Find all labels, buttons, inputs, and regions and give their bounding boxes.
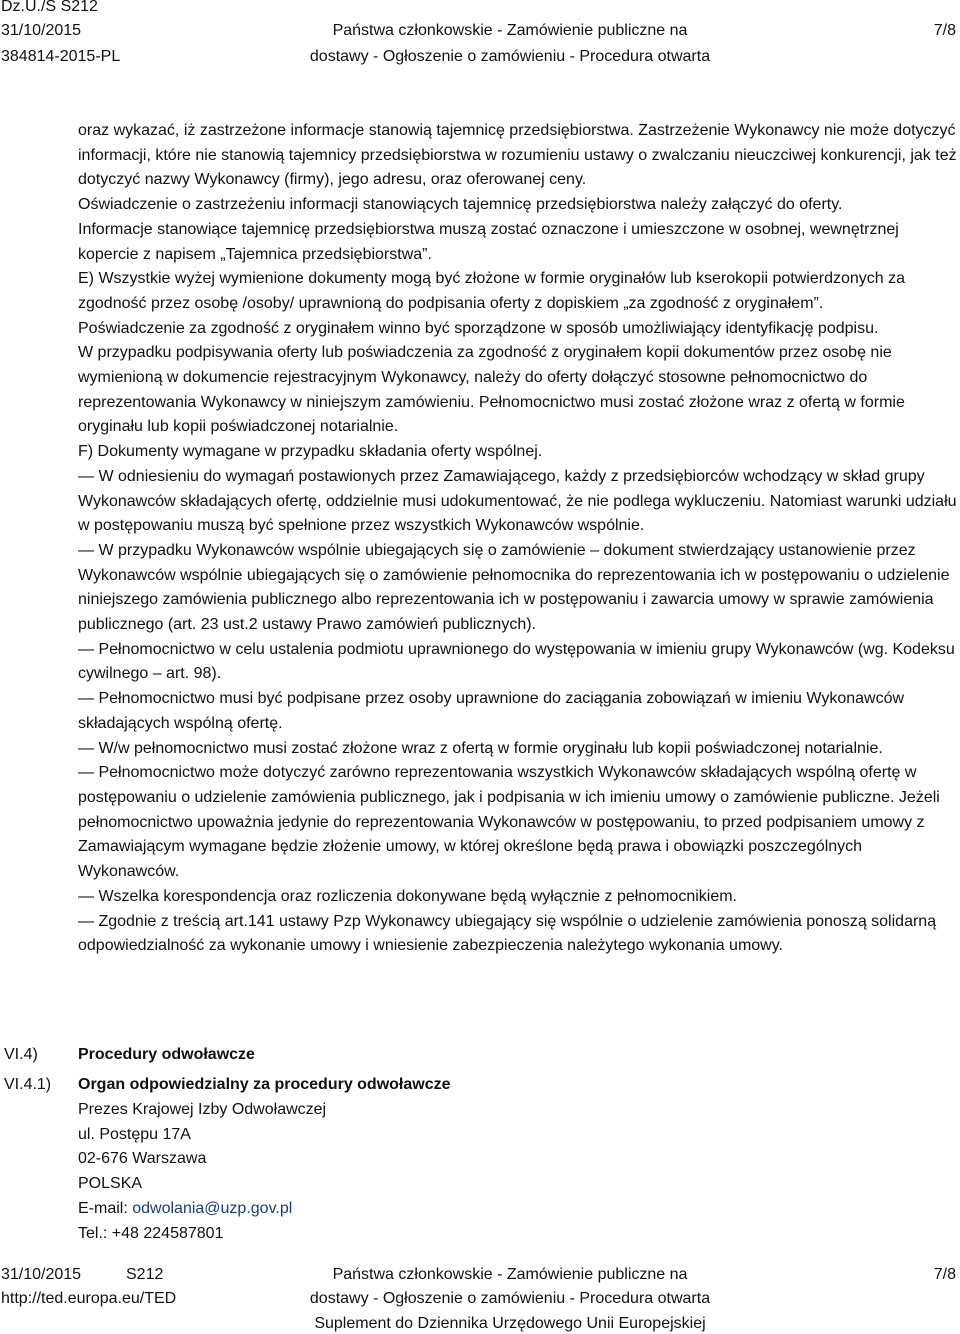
page-header <box>0 0 960 70</box>
paragraph: — Pełnomocnictwo w celu ustalenia podmiotu uprawnionego do występowania w imieniu grupy Wykonawców (wg. Kodeksu cywilnego – art. 98). <box>78 640 955 683</box>
paragraph: Oświadczenie o zastrzeżeniu informacji stanowiących tajemnicę przedsiębiorstwa należy załączyć do oferty. <box>78 196 843 214</box>
paragraph: — Pełnomocnictwo może dotyczyć zarówno reprezentowania wszystkich Wykonawców składających wspólną ofertę w postępowaniu o udzielenie zamówienia publicznego, jak i podpisania w ich imieniu umowy o zamówienie publiczne. Jeżeli pełnomocnictwo upoważnia jedynie do reprezentowania Wykonawców w postępowaniu, to przed podpisaniem umowy z Zamawiającym wymagane będzie złożenie umowy, w której określone będą prawa i obowiązki poszczególnych Wykonawców. <box>78 764 940 881</box>
paragraph: — Pełnomocnictwo musi być podpisane przez osoby uprawnione do zaciągania zobowiązań w imieniu Wykonawców składających wspólną ofertę. <box>78 690 905 732</box>
notice-id: 384814-2015-PL <box>1 48 121 65</box>
phone-label: Tel.: <box>78 1224 108 1242</box>
paragraph: E) Wszystkie wyżej wymienione dokumenty mogą być złożone w formie oryginałów lub kserokopii potwierdzonych za zgodność przez osobę /osoby/ uprawnioną do podpisania oferty z dopiskiem „za zgodność z oryginałem”. <box>78 270 906 312</box>
email-label: E-mail: <box>78 1199 128 1217</box>
paragraph: oraz wykazać, iż zastrzeżone informacje stanowią tajemnicę przedsiębiorstwa. Zastrzeżenie Wykonawcy nie może dotyczyć informacji, które nie stanowią tajemnicy przedsiębiorstwa w rozumieniu ustawy o zwalczaniu nieuczciwej konkurencji, jak też dotyczyć nazwy Wykonawcy (firmy), jego adresu, oraz oferowanej ceny. <box>78 122 957 189</box>
section-title-vi4: Procedury odwoławcze <box>78 1046 255 1063</box>
paragraph: — W odniesieniu do wymagań postawionych przez Zamawiającego, każdy z przedsiębiorców wchodzący w skład grupy Wykonawców składających ofertę, oddzielnie musi udokumentować, że nie podlega wykluczeniu. Natomiast warunki udziału w postępowaniu muszą być spełnione przez wszystkich Wykonawców wspólnie. <box>78 467 957 535</box>
header-title-line1: Państwa członkowskie - Zamówienie publiczne na <box>332 22 688 39</box>
email-line <box>78 1197 326 1222</box>
paragraph: — Zgodnie z treścią art.141 ustawy Pzp Wykonawcy ubiegający się wspólnie o udzielenie zamówienia ponoszą solidarną odpowiedzialność za wykonanie umowy i wniesienie zabezpieczenia należytego wykonania umowy. <box>78 912 937 955</box>
footer-series: S212 <box>126 1266 164 1283</box>
street-address: ul. Postępu 17A <box>78 1125 191 1143</box>
section-title-vi41: Organ odpowiedzialny za procedury odwoławcze <box>78 1076 451 1093</box>
header-date: 31/10/2015 <box>1 22 82 39</box>
page-footer <box>0 1264 960 1334</box>
paragraph: — W przypadku Wykonawców wspólnie ubiegających się o zamówienie – dokument stwierdzający ustanowienie przez Wykonawców wspólnie ubiegających się o zamówienie pełnomocnika do reprezentowania ich w postępowaniu o udzielenie niniejszego zamówienia publicznego albo reprezentowania ich w postępowaniu i zawarcia umowy w sprawie zamówienia publicznego (art. 23 ust.2 ustawy Prawo zamówień publicznych). <box>78 541 950 634</box>
paragraph: W przypadku podpisywania oferty lub poświadczenia za zgodność z oryginałem kopii dokumentów przez osobę nie wymienioną w dokumencie rejestracyjnym Wykonawcy, należy do oferty dołączyć stosowne pełnomocnictwo do reprezentowania Wykonawcy w niniejszym zamówieniu. Pełnomocnictwo musi zostać złożone wraz z ofertą w formie oryginału lub kopii poświadczonej notarialnie. <box>78 344 905 436</box>
body-text <box>78 119 960 959</box>
paragraph: — W/w pełnomocnictwo musi zostać złożone wraz z ofertą w formie oryginału lub kopii poświadczonej notarialnie. <box>78 739 883 757</box>
footer-title-line3: Suplement do Dziennika Urzędowego Unii Europejskiej <box>314 1315 706 1332</box>
country: POLSKA <box>78 1175 143 1193</box>
review-body-address <box>78 1098 326 1246</box>
section-number-vi4: VI.4) <box>4 1046 38 1063</box>
paragraph: Informacje stanowiące tajemnicę przedsiębiorstwa muszą zostać oznaczone i umieszczone w osobnej, wewnętrznej kopercie z napisem „Tajemnica przedsiębiorstwa”. <box>78 220 899 263</box>
section-number-vi41: VI.4.1) <box>4 1076 52 1093</box>
footer-title-line2: dostawy - Ogłoszenie o zamówieniu - Procedura otwarta <box>309 1290 711 1307</box>
paragraph: F) Dokumenty wymagane w przypadku składania oferty wspólnej. <box>78 443 543 461</box>
organization-name: Prezes Krajowej Izby Odwoławczej <box>78 1101 327 1118</box>
postal-city: 02-676 Warszawa <box>78 1150 207 1168</box>
footer-url[interactable]: http://ted.europa.eu/TED <box>1 1290 177 1307</box>
footer-title-line1: Państwa członkowskie - Zamówienie publiczne na <box>332 1266 688 1283</box>
footer-page-number: 7/8 <box>933 1266 956 1283</box>
footer-date: 31/10/2015 <box>1 1266 82 1283</box>
email-link[interactable]: odwolania@uzp.gov.pl <box>132 1199 293 1217</box>
phone-number: +48 224587801 <box>111 1224 224 1242</box>
journal-ref: Dz.U./S S212 <box>1 0 98 15</box>
paragraph: Poświadczenie za zgodność z oryginałem winno być sporządzone w sposób umożliwiający identyfikację podpisu. <box>78 319 879 337</box>
header-title-line2: dostawy - Ogłoszenie o zamówieniu - Procedura otwarta <box>309 48 711 65</box>
phone-line <box>78 1222 326 1247</box>
paragraph: — Wszelka korespondencja oraz rozliczenia dokonywane będą wyłącznie z pełnomocnikiem. <box>78 887 737 905</box>
header-page-number: 7/8 <box>933 22 956 39</box>
